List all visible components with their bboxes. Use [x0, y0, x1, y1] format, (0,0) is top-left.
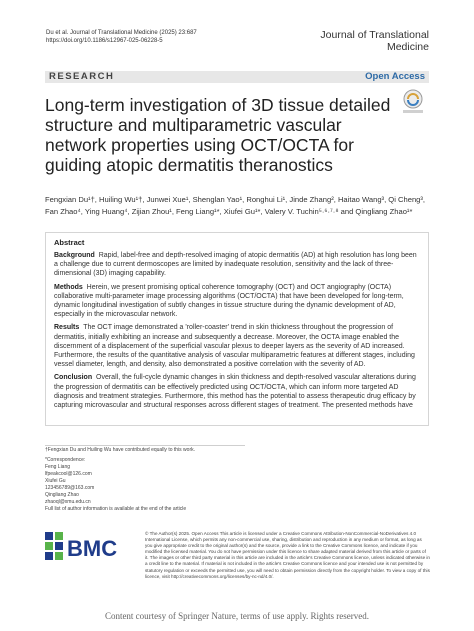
correspondence-email[interactable]: 123456789@163.com	[45, 485, 95, 491]
section-text: The OCT image demonstrated a 'roller-coaster' trend in skin thickness throughout the progression of dermatitis, initially exhibiting an increase and subsequently a decrease. Moreover, the OCTA image enabled the discernment of a displacement of the superficial vascular plexus to deeper layers as the severity of AD increased. Furthermore, the results of the quantitative analysis of vascular multiparametric features at different stages, including vessel diameter, length, and density, also demonstrated a positive correlation with the severity of AD.	[54, 324, 415, 369]
section-text: Herein, we present promising optical coherence tomography (OCT) and OCT angiography (OCTA) collaborative multi-parameter image processing algorithms (OCT/OCTA) that have been developed for long-term, dynamic longitudinal investigation of subtly changes in tissue structure during the dynamic development of AD, especially in the microvascular network.	[54, 283, 404, 319]
citation-line: Du et al. Journal of Translational Medicine (2025) 23:687	[46, 30, 197, 36]
license-statement: © The Author(s) 2025. Open Access This article is licensed under a Creative Commons Attribution-NonCommercial-NoDerivatives 4.0 International License, which permits any non-commercial use, sharing, distribution and reproduction in any medium or format, as long as you give appropriate credit to the original author(s) and the source, provide a link to the Creative Commons licence, and indicate if you modified the licensed material. You do not have permission under this licence to share adapted material derived from this article or parts of it. The images or other third party material in this article are included in the article's Creative Commons licence, unless indicated otherwise in a credit line to the material. If material is not included in the article's Creative Commons licence and your intended use is not permitted by statutory regulation or exceeds the permitted use, you will need to obtain permission directly from the copyright holder. To view a copy of this licence, visit http://creativecommons.org/licenses/by-nc-nd/4.0/.	[145, 531, 430, 579]
footnote-divider	[45, 445, 245, 446]
correspondence-line: Xiufei Gu	[45, 478, 66, 484]
journal-name-line1: Journal of Translational	[320, 29, 429, 41]
section-label: Background	[54, 252, 95, 259]
journal-name	[259, 29, 429, 53]
footnotes	[45, 447, 285, 513]
correspondence-label: *Correspondence:	[45, 457, 86, 463]
section-label: Results	[54, 324, 80, 332]
abstract-conclusion	[54, 373, 420, 410]
section-text: Rapid, label-free and depth-resolved imaging of atopic dermatitis (AD) at high resolution has long been a challenge due to current dermoscopes are limited by inadequate resolution, sensitivity and the lack of three-dimensional (3D) imaging capability.	[54, 252, 417, 278]
author-info-note: Full list of author information is available at the end of the article	[45, 506, 187, 512]
section-label: Methods	[54, 283, 83, 291]
abstract-heading: Abstract	[54, 238, 85, 247]
equal-contribution-note: †Fengxian Du and Huiling Wu have contributed equally to this work.	[45, 447, 195, 453]
author-list: Fengxian Du¹†, Huiling Wu¹†, Junwei Xue¹, Shenglan Yao¹, Ronghui Li¹, Jinde Zhang², Haitao Wang³, Qi Cheng³, Fan Zhao⁴, Ying Huang⁴, Zijian Zhou¹, Feng Liang¹*, Xiufei Gu¹*, Valery V. Tuchin⁵·⁶·⁷·⁸ and Qingliang Zhao¹*	[45, 195, 426, 216]
abstract-results	[54, 323, 420, 369]
springer-footer: Content courtesy of Springer Nature, terms of use apply. Rights reserved.	[104, 611, 370, 621]
section-text: Overall, the full-cycle dynamic changes in skin thickness and depth-resolved vascular alterations during the progression of dermatitis can be effectively predicted using OCT/OCTA, which can inform more targeted AD diagnosis and treatment strategies. Furthermore, this method has the potential to assess therapeutic drug efficacy by capturing microvascular and structural responses across different stages of treatment. The presented methods have	[54, 374, 416, 410]
bmc-logo	[45, 530, 135, 562]
article-type-label: RESEARCH	[49, 71, 115, 82]
running-header	[46, 29, 246, 45]
article-type-band	[45, 71, 429, 83]
doi-link[interactable]: https://doi.org/10.1186/s12967-025-06228-5	[46, 38, 163, 44]
open-access-label: Open Access	[365, 71, 425, 82]
check-for-updates-icon[interactable]	[399, 88, 427, 115]
abstract-background	[54, 251, 420, 279]
bmc-logo-text: BMC	[67, 536, 118, 561]
correspondence-email[interactable]: zhaoql@xmu.edu.cn	[45, 499, 91, 505]
section-label: Conclusion	[54, 374, 93, 382]
journal-name-line2: Medicine	[386, 41, 429, 53]
correspondence-line: Qingliang Zhao	[45, 492, 79, 498]
abstract-methods	[54, 283, 420, 320]
correspondence-email[interactable]: lfpeakcool@126.com	[45, 471, 92, 477]
correspondence-line: Feng Liang	[45, 464, 71, 470]
article-title: Long-term investigation of 3D tissue detailed structure and multiparametric vascular network properties using OCT/OCTA for guiding atopic dermatitis theranostics	[45, 95, 391, 175]
abstract-box	[45, 232, 429, 426]
